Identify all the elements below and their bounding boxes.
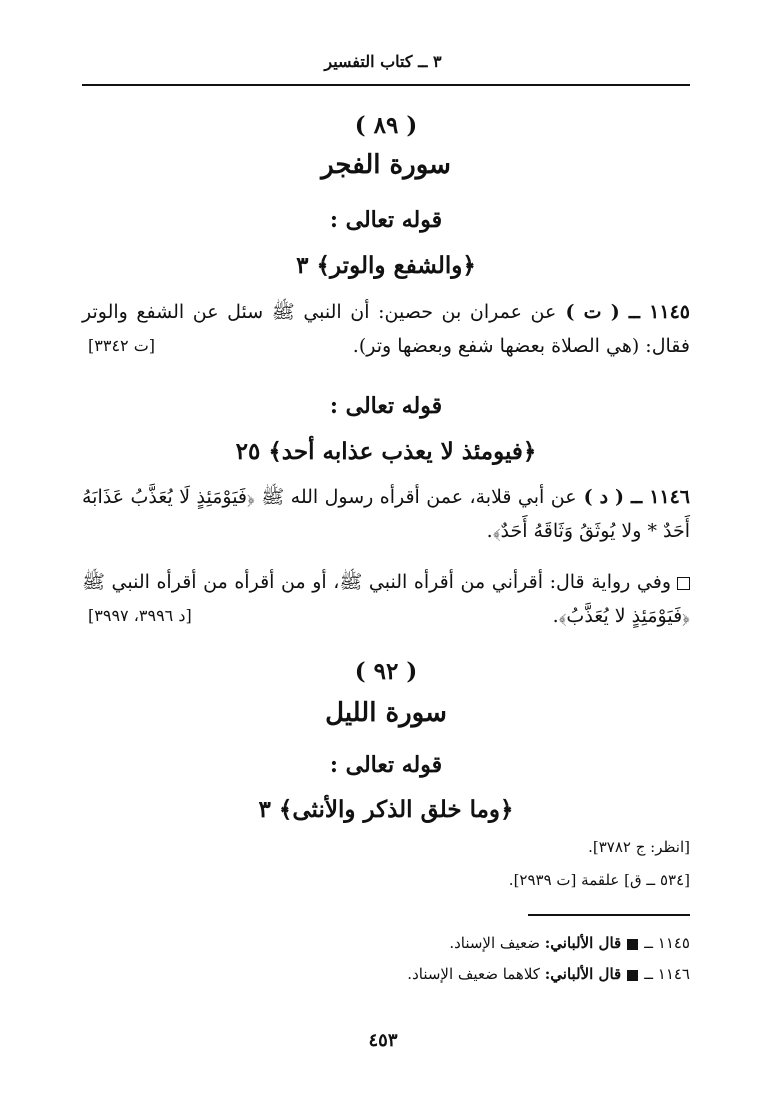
qawl-heading: قوله تعالى :	[329, 207, 443, 233]
footnote-label: قال الألباني:	[544, 965, 622, 983]
surah-title-layl: سورة الليل	[325, 698, 447, 728]
cross-reference-note: [انظر: ج ٣٧٨٢].	[588, 838, 690, 856]
running-header: ٣ ــ كتاب التفسير	[324, 52, 442, 71]
riwaya-reference: [د ٣٩٩٦، ٣٩٩٧]	[88, 606, 192, 625]
footnote-rule	[528, 914, 690, 916]
riwaya-text: وفي رواية قال: أقرأني من أقرأه النبي ﷺ، أو من أقرأه من أقرأه النبي ﷺ ﴿فَيَوْمَئِذٍ لا يُعَذَّبُ﴾.	[82, 571, 690, 627]
qawl-heading: قوله تعالى :	[329, 393, 443, 419]
hadith-text: عن أبي قلابة، عمن أقرأه رسول الله ﷺ ﴿فَيَوْمَئِذٍ لَا يُعَذَّبُ عَذَابَهُ أَحَدٌ * ولا يُوثَقُ وَثَاقَهُ أَحَدٌ﴾.	[82, 486, 690, 542]
ayah-heading: ﴿فيومئذ لا يعذب عذابه أحد﴾ ٢٥	[235, 438, 537, 465]
footnote-1145	[82, 928, 690, 958]
hadith-number: ١١٤٥ ــ ( ت )	[556, 301, 690, 323]
surah-number-89: ( ٨٩ )	[354, 112, 418, 139]
hadith-1146	[82, 480, 690, 548]
hadith-reference: [ت ٣٣٤٢]	[88, 336, 156, 355]
filled-square-icon	[627, 939, 638, 950]
cross-reference-note: [٥٣٤ ــ ق] علقمة [ت ٢٩٣٩].	[508, 871, 690, 889]
hadith-number: ١١٤٦ ــ ( د )	[576, 486, 691, 508]
riwaya-paragraph	[82, 565, 690, 633]
footnote-label: قال الألباني:	[544, 934, 622, 952]
footnote-number: ١١٤٦ ــ	[644, 965, 690, 983]
footnote-1146	[82, 959, 690, 989]
footnote-number: ١١٤٥ ــ	[644, 934, 690, 952]
ayah-heading: ﴿وما خلق الذكر والأنثى﴾ ٣	[258, 796, 514, 823]
footnote-text: كلاهما ضعيف الإسناد.	[407, 965, 540, 983]
surah-number-92: ( ٩٢ )	[354, 658, 418, 685]
header-rule	[82, 84, 690, 86]
hadith-text: عن عمران بن حصين: أن النبي ﷺ سئل عن الشفع والوتر فقال: (هي الصلاة بعضها شفع وبعضها وتر).	[82, 301, 690, 357]
hadith-1145	[82, 295, 690, 363]
footnote-text: ضعيف الإسناد.	[449, 934, 540, 952]
qawl-heading: قوله تعالى :	[329, 752, 443, 778]
surah-title-fajr: سورة الفجر	[321, 150, 451, 180]
ayah-heading: ﴿والشفع والوتر﴾ ٣	[296, 252, 476, 279]
square-marker-icon	[677, 577, 690, 590]
page-number: ٤٥٣	[368, 1030, 398, 1051]
filled-square-icon	[627, 970, 638, 981]
